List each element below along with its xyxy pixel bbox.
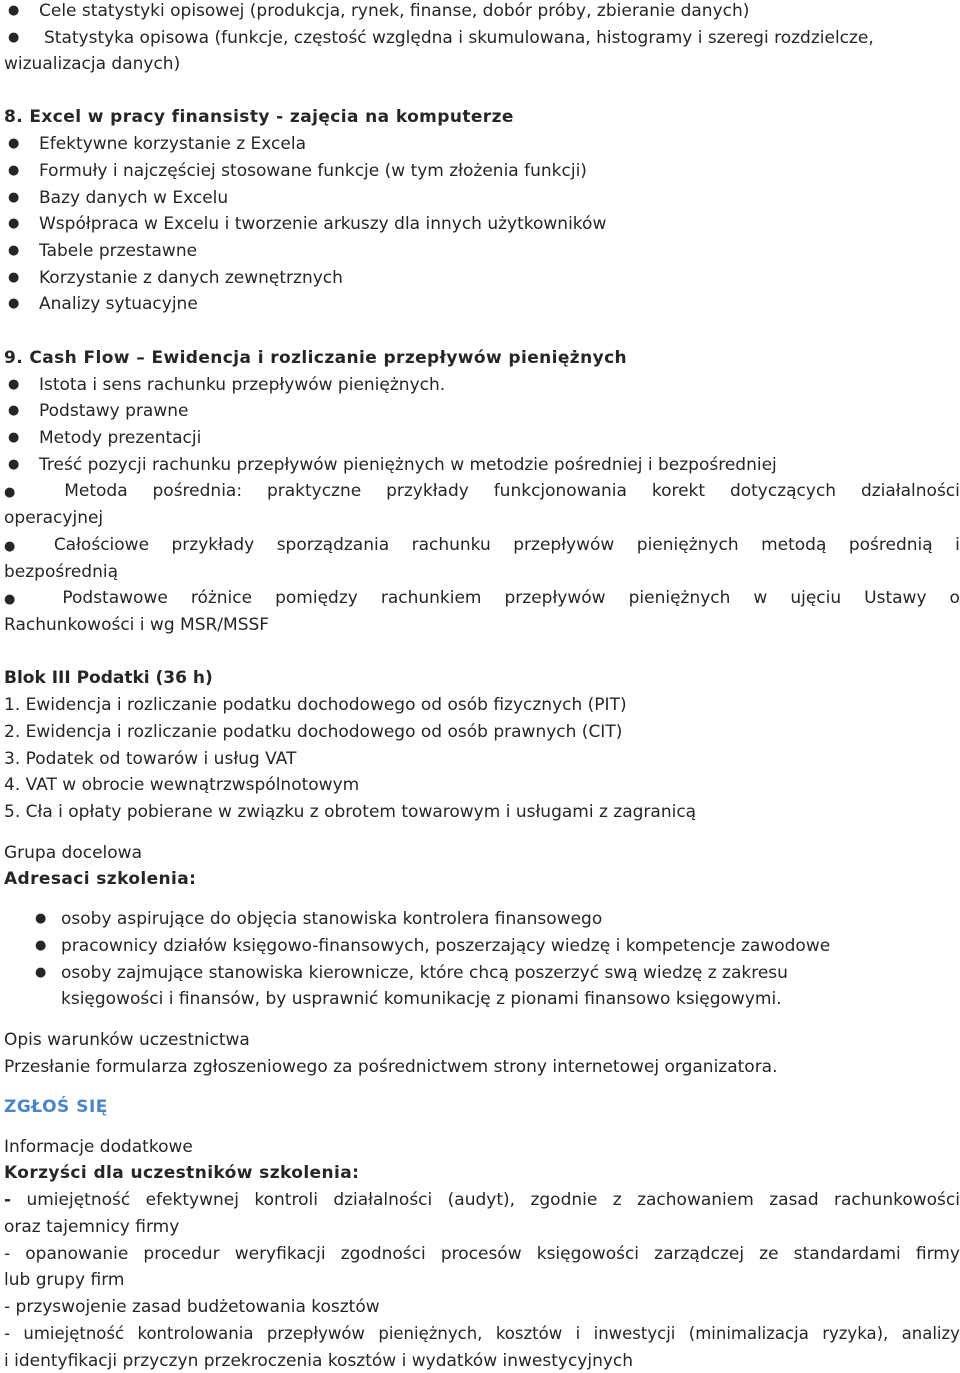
list-item: - umiejętność kontrolowania przepływów pieniężnych, kosztów i inwestycji (minimalizacja ryzyka), analizy <box>4 1324 960 1343</box>
bullet-icon: ● <box>4 485 16 500</box>
bullet-icon: ● <box>8 216 20 231</box>
list-item: - opanowanie procedur weryfikacji zgodności procesów księgowości zarządczej ze standardami firmy <box>4 1244 960 1264</box>
bullet-icon: ● <box>35 911 47 926</box>
bullet-icon: ● <box>8 377 20 392</box>
bullet-icon: ● <box>8 457 20 472</box>
paragraph: i identyfikacji przyczyn przekroczenia kosztów i wydatków inwestycyjnych <box>4 1351 634 1371</box>
paragraph: oraz tajemnicy firmy <box>4 1217 180 1237</box>
bullet-icon: ● <box>35 965 47 980</box>
paragraph: lub grupy firm <box>4 1270 125 1290</box>
bullet-icon: ● <box>8 190 20 205</box>
list-item: - przyswojenie zasad budżetowania kosztów <box>4 1297 380 1317</box>
list-item: ● Metoda pośrednia: praktyczne przykłady funkcjonowania korekt dotyczących działalności <box>4 480 960 504</box>
section-label: Informacje dodatkowe <box>4 1137 193 1157</box>
bullet-icon: ● <box>8 243 20 258</box>
bullet-icon: ● <box>35 938 47 953</box>
section-label: Grupa docelowa <box>4 843 142 863</box>
bullet-icon: ● <box>8 163 20 178</box>
section-label: Opis warunków uczestnictwa <box>4 1030 250 1050</box>
bullet-icon: ● <box>8 3 20 18</box>
section-heading: Blok III Podatki (36 h) <box>4 668 213 688</box>
bullet-icon: ● <box>8 296 20 311</box>
bullet-icon: ● <box>8 403 20 418</box>
bullet-icon: ● <box>8 270 20 285</box>
list-item: 1. Ewidencja i rozliczanie podatku dochodowego od osób fizycznych (PIT) <box>4 695 627 715</box>
paragraph: bezpośrednią <box>4 562 119 582</box>
list-item: 5. Cła i opłaty pobierane w związku z obrotem towarowym i usługami z zagranicą <box>4 802 697 822</box>
paragraph: Przesłanie formularza zgłoszeniowego za pośrednictwem strony internetowej organizatora. <box>4 1057 778 1077</box>
list-item: 2. Ewidencja i rozliczanie podatku dochodowego od osób prawnych (CIT) <box>4 722 623 742</box>
bullet-icon: ● <box>8 136 20 151</box>
signup-link[interactable]: ZGŁOŚ SIĘ <box>4 1097 108 1117</box>
paragraph: Rachunkowości i wg MSR/MSSF <box>4 615 270 635</box>
list-item: 3. Podatek od towarów i usług VAT <box>4 749 297 769</box>
bullet-icon: ● <box>8 430 20 445</box>
list-item: 4. VAT w obrocie wewnątrzwspólnotowym <box>4 775 360 795</box>
section-heading: Adresaci szkolenia: <box>4 869 197 889</box>
bullet-icon: ● <box>4 592 16 607</box>
paragraph: wizualizacja danych) <box>4 54 181 74</box>
section-heading: 8. Excel w pracy finansisty - zajęcia na komputerze <box>4 107 514 127</box>
list-item: - umiejętność efektywnej kontroli działalności (audyt), zgodnie z zachowaniem zasad rachunkowości <box>4 1190 960 1210</box>
signup-link-row <box>4 1096 960 1118</box>
section-heading: 9. Cash Flow – Ewidencja i rozliczanie przepływów pieniężnych <box>4 348 628 368</box>
bullet-icon: ● <box>4 539 16 554</box>
section-heading: Korzyści dla uczestników szkolenia: <box>4 1163 360 1183</box>
paragraph: operacyjnej <box>4 508 104 528</box>
list-item: ● Podstawowe różnice pomiędzy rachunkiem przepływów pieniężnych w ujęciu Ustawy o <box>4 587 960 611</box>
bullet-icon: ● <box>8 30 20 45</box>
list-item: ● Całościowe przykłady sporządzania rachunku przepływów pieniężnych metodą pośrednią i <box>4 534 960 558</box>
